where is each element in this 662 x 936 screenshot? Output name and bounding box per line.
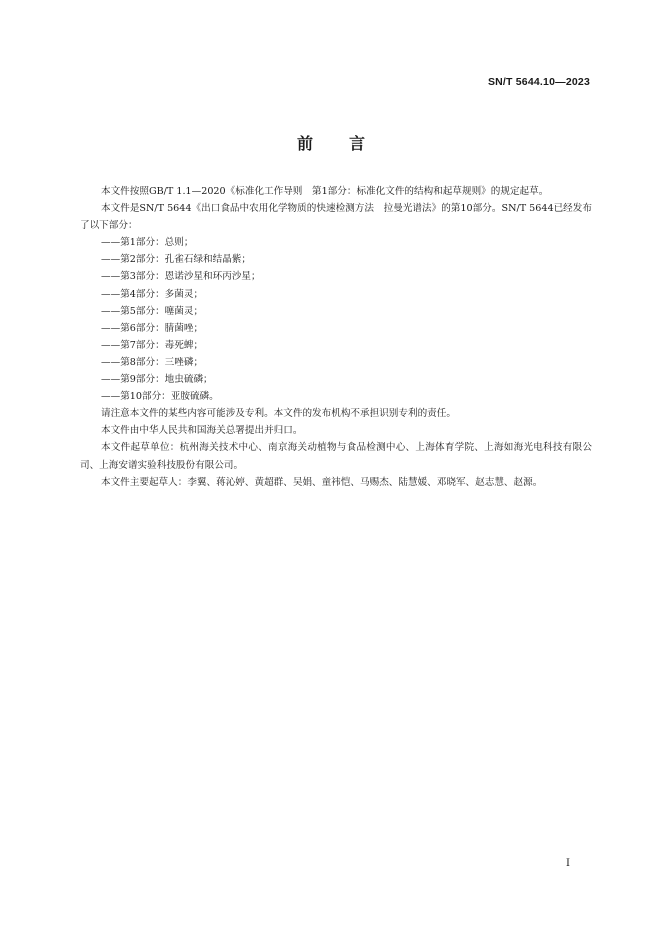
list-item <box>80 286 592 303</box>
list-item <box>80 234 592 251</box>
list-item-text: 第7部分：毒死蜱； <box>120 339 204 351</box>
list-dash: —— <box>101 374 121 386</box>
paragraph-patent-notice: 请注意本文件的某些内容可能涉及专利。本文件的发布机构不承担识别专利的责任。 <box>101 408 456 420</box>
list-item-text: 第8部分：三唑磷； <box>120 356 204 368</box>
list-item-text: 第4部分：多菌灵； <box>120 288 204 300</box>
list-dash: —— <box>101 356 121 368</box>
list-item-text: 第1部分：总则； <box>120 237 194 249</box>
list-dash: —— <box>101 237 121 249</box>
paragraph-drafting-units: 本文件起草单位：杭州海关技术中心、南京海关动植物与食品检测中心、上海体育学院、上海如海光电科技有限公司、上海安谱实验科技股份有限公司。 <box>80 442 592 471</box>
list-dash: —— <box>101 288 121 300</box>
foreword-body <box>80 183 592 491</box>
list-dash: —— <box>101 339 121 351</box>
paragraph-proposer: 本文件由中华人民共和国海关总署提出并归口。 <box>101 425 303 437</box>
paragraph-drafters: 本文件主要起草人：李翼、蒋沁婷、黄超群、吴娟、童祎恺、马赐杰、陆慧媛、邓晓军、赵志慧、赵源。 <box>101 476 543 488</box>
list-item-text: 第5部分：噻菌灵； <box>120 305 204 317</box>
list-dash: —— <box>101 271 121 283</box>
page-title: 前言 <box>296 134 401 153</box>
list-item <box>80 251 592 268</box>
list-item <box>80 268 592 285</box>
parts-list <box>80 234 592 405</box>
paragraph-series-intro: 本文件是SN/T 5644《出口食品中农用化学物质的快速检测方法 拉曼光谱法》的第10部分。SN/T 5644已经发布了以下部分： <box>80 203 592 232</box>
page-number: I <box>566 858 570 869</box>
list-item <box>80 337 592 354</box>
list-dash: —— <box>101 391 121 403</box>
list-item-text: 第10部分：亚胺硫磷。 <box>120 391 219 403</box>
list-item-text: 第2部分：孔雀石绿和结晶紫； <box>120 254 252 266</box>
standard-code: SN/T 5644.10—2023 <box>487 76 590 88</box>
list-item-text: 第3部分：恩诺沙星和环丙沙星； <box>120 271 261 283</box>
list-dash: —— <box>101 322 121 334</box>
list-item <box>80 371 592 388</box>
list-dash: —— <box>101 305 121 317</box>
list-item <box>80 388 592 405</box>
list-item <box>80 354 592 371</box>
list-item <box>80 320 592 337</box>
list-dash: —— <box>101 254 121 266</box>
list-item-text: 第9部分：地虫硫磷； <box>120 374 213 386</box>
paragraph-drafting-rules: 本文件按照GB/T 1.1—2020《标准化工作导则 第1部分：标准化文件的结构和起草规则》的规定起草。 <box>101 186 549 197</box>
list-item <box>80 303 592 320</box>
list-item-text: 第6部分：腈菌唑； <box>120 322 204 334</box>
